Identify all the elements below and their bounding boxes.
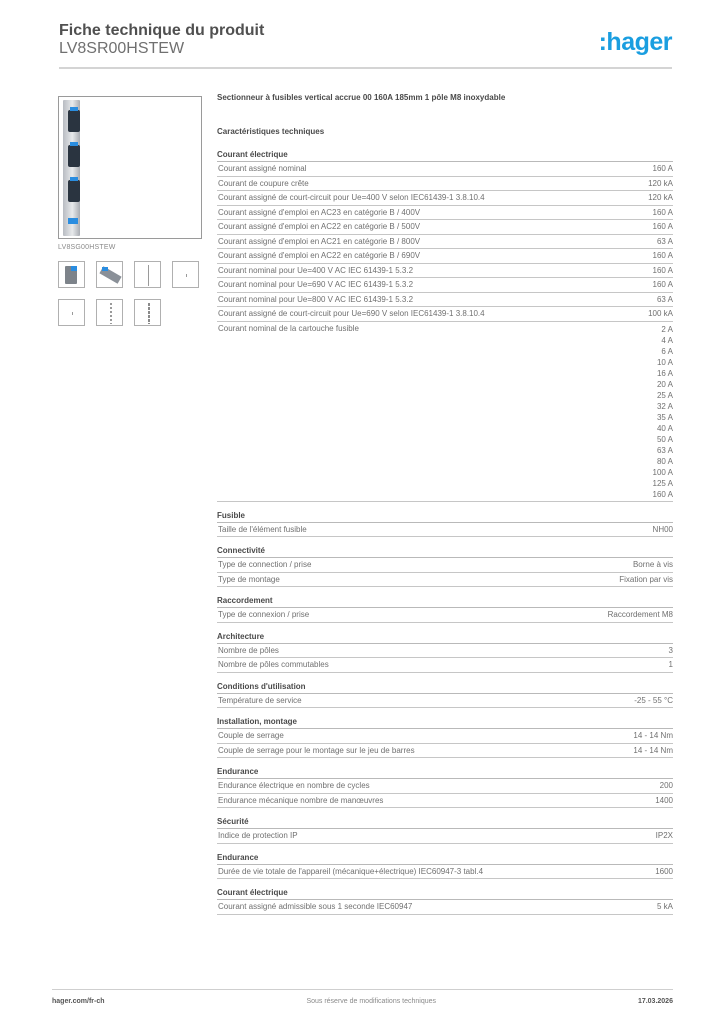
spec-label: Courant assigné admissible sous 1 seconde IEC60947 (218, 902, 413, 911)
image-caption: LV8SG00HSTEW (58, 244, 116, 251)
spec-row (217, 694, 673, 709)
section-title: Installation, montage (217, 717, 673, 729)
product-gallery (58, 96, 203, 326)
spec-label: Courant assigné d'emploi en AC22 en catégorie B / 690V (218, 251, 421, 260)
spec-row (217, 523, 673, 538)
spec-label: Courant assigné d'emploi en AC22 en catégorie B / 500V (218, 222, 421, 231)
hager-logo: :hager (598, 28, 672, 56)
page-footer (52, 998, 673, 1005)
section-title: Architecture (217, 632, 673, 644)
section-raccordement (217, 596, 673, 623)
spec-row (217, 307, 673, 322)
spec-value: 160 A (652, 280, 673, 289)
fuse-rating: 80 A (656, 456, 673, 466)
fuse-rating: 6 A (661, 346, 673, 356)
section-endurance-2 (217, 853, 673, 880)
spec-value: 1400 (655, 795, 673, 805)
spec-label: Nombre de pôles commutables (218, 660, 329, 669)
spec-label: Endurance mécanique nombre de manœuvres (218, 795, 384, 805)
section-title: Courant électrique (217, 150, 673, 162)
spec-label: Type de montage (218, 574, 280, 584)
spec-label: Endurance électrique en nombre de cycles (218, 781, 370, 790)
spec-value: 120 kA (648, 193, 673, 202)
spec-label: Courant assigné de court-circuit pour Ue=690 V selon IEC61439-1 3.8.10.4 (218, 309, 485, 318)
spec-value: 1600 (655, 866, 673, 876)
section-connectivite (217, 546, 673, 587)
spec-content (217, 92, 673, 924)
spec-label: Courant assigné d'emploi en AC21 en catégorie B / 800V (218, 236, 421, 246)
section-title: Endurance (217, 853, 673, 865)
spec-label: Type de connection / prise (218, 560, 312, 569)
spec-row (217, 235, 673, 250)
spec-value: Raccordement M8 (607, 610, 673, 619)
spec-value: 160 A (652, 265, 673, 275)
spec-label: Courant assigné de court-circuit pour Ue=400 V selon IEC61439-1 3.8.10.4 (218, 193, 485, 202)
fuse-rating: 20 A (656, 379, 673, 389)
spec-value: 14 - 14 Nm (633, 745, 673, 755)
section-title: Connectivité (217, 546, 673, 558)
spec-value: Borne à vis (632, 560, 673, 569)
spec-row (217, 278, 673, 293)
fuse-rating: 40 A (656, 423, 673, 433)
spec-row (217, 608, 673, 623)
spec-value: 160 A (652, 207, 673, 217)
fuse-rating: 10 A (656, 357, 673, 367)
fuse-rating: 125 A (652, 478, 673, 488)
fuse-holder-icon (68, 110, 80, 132)
disclaimer-text: Sous réserve de modifications techniques (306, 998, 437, 1005)
thumbnail-dimension-drawing-2[interactable] (134, 299, 161, 326)
spec-label: Taille de l'élément fusible (218, 524, 307, 534)
spec-label: Couple de serrage pour le montage sur le jeu de barres (218, 745, 415, 755)
fuse-rating: 35 A (656, 412, 673, 422)
section-title: Raccordement (217, 596, 673, 608)
fuse-rating: 50 A (656, 434, 673, 444)
section-courant-electrique-2 (217, 888, 673, 915)
spec-row (217, 744, 673, 759)
fuse-rating: 4 A (661, 335, 673, 345)
spec-value: 120 kA (648, 178, 673, 188)
spec-label: Courant nominal pour Ue=400 V AC IEC 61439-1 5.3.2 (218, 265, 414, 275)
section-title: Sécurité (217, 817, 673, 829)
spec-value: Fixation par vis (619, 574, 673, 584)
thumbnail-dimension-drawing[interactable] (96, 299, 123, 326)
spec-value: 160 A (652, 222, 673, 231)
section-title: Conditions d'utilisation (217, 682, 673, 694)
spec-value: 5 kA (656, 902, 673, 911)
spec-row (217, 191, 673, 206)
product-description: Sectionneur à fusibles vertical accrue 00 160A 185mm 1 pôle M8 inoxydable (217, 93, 506, 102)
spec-row (217, 264, 673, 279)
fuse-rating: 63 A (656, 445, 673, 455)
spec-label: Courant assigné nominal (218, 164, 307, 173)
fuse-rating: 2 A (661, 324, 673, 334)
spec-row (217, 220, 673, 235)
spec-value: 100 kA (648, 309, 673, 318)
fuse-rating: 160 A (652, 489, 673, 499)
terminal-clip-icon (68, 218, 78, 224)
thumbnail-side-drawing[interactable] (134, 261, 161, 288)
spec-value-list (653, 324, 673, 500)
spec-row (217, 779, 673, 794)
spec-value: IP2X (655, 831, 673, 840)
section-endurance (217, 767, 673, 808)
fuse-rating: 25 A (656, 390, 673, 400)
section-fusible (217, 511, 673, 538)
spec-label: Courant de coupure crête (218, 178, 309, 188)
spec-value: NH00 (652, 524, 673, 534)
spec-value: -25 - 55 °C (634, 695, 673, 705)
fuse-rating: 100 A (652, 467, 673, 477)
spec-row-fuse-ratings (217, 322, 673, 502)
section-title: Endurance (217, 767, 673, 779)
section-conditions-utilisation (217, 682, 673, 709)
spec-row (217, 249, 673, 264)
fuse-switch-image (63, 100, 80, 236)
spec-label: Courant nominal pour Ue=800 V AC IEC 61439-1 5.3.2 (218, 294, 414, 304)
thumbnail-bottom-drawing[interactable] (58, 299, 85, 326)
spec-label: Température de service (218, 695, 302, 705)
spec-value: 160 A (652, 251, 673, 260)
footer-divider (52, 989, 673, 990)
spec-label: Courant nominal pour Ue=690 V AC IEC 61439-1 5.3.2 (218, 280, 414, 289)
spec-value: 160 A (652, 164, 673, 173)
thumbnail-grid (58, 261, 203, 326)
fuse-holder-icon (68, 145, 80, 167)
spec-row (217, 162, 673, 177)
section-title: Courant électrique (217, 888, 673, 900)
spec-row (217, 729, 673, 744)
page-header (59, 22, 672, 58)
spec-value: 200 (659, 781, 673, 790)
spec-label: Indice de protection IP (218, 831, 298, 840)
spec-label: Couple de serrage (218, 731, 284, 740)
spec-row (217, 558, 673, 573)
product-sku: LV8SR00HSTEW (59, 40, 185, 57)
section-installation-montage (217, 717, 673, 758)
spec-row (217, 644, 673, 659)
thumbnail-angled-view[interactable] (96, 261, 123, 288)
document-date: 17.03.2026 (637, 998, 673, 1005)
spec-value: 63 A (656, 236, 673, 246)
spec-row (217, 573, 673, 588)
spec-row (217, 829, 673, 844)
spec-row (217, 293, 673, 308)
spec-label: Courant nominal de la cartouche fusible (218, 323, 359, 333)
spec-row (217, 177, 673, 192)
spec-label: Nombre de pôles (218, 645, 279, 655)
spec-value: 3 (668, 645, 673, 655)
spec-label: Type de connexion / prise (218, 610, 310, 619)
thumbnail-front-view[interactable] (58, 261, 85, 288)
fuse-holder-icon (68, 180, 80, 202)
website-link[interactable]: hager.com/fr-ch (52, 998, 105, 1005)
spec-row (217, 206, 673, 221)
fuse-rating: 32 A (656, 401, 673, 411)
specs-heading: Caractéristiques techniques (217, 127, 325, 136)
thumbnail-top-drawing[interactable] (172, 261, 199, 288)
section-title: Fusible (217, 511, 673, 523)
spec-row (217, 900, 673, 915)
spec-value: 1 (668, 660, 673, 669)
section-courant-electrique (217, 150, 673, 502)
header-divider (59, 67, 672, 69)
section-architecture (217, 632, 673, 673)
spec-row (217, 865, 673, 880)
section-securite (217, 817, 673, 844)
spec-row (217, 658, 673, 673)
spec-label: Courant assigné d'emploi en AC23 en catégorie B / 400V (218, 207, 421, 217)
document-title: Fiche technique du produit (59, 22, 265, 39)
fuse-rating: 16 A (656, 368, 673, 378)
spec-row (217, 794, 673, 809)
spec-value: 63 A (656, 294, 673, 304)
spec-value: 14 - 14 Nm (633, 731, 673, 740)
spec-label: Durée de vie totale de l'appareil (mécanique+électrique) IEC60947-3 tabl.4 (218, 866, 484, 876)
product-main-image[interactable] (58, 96, 202, 239)
